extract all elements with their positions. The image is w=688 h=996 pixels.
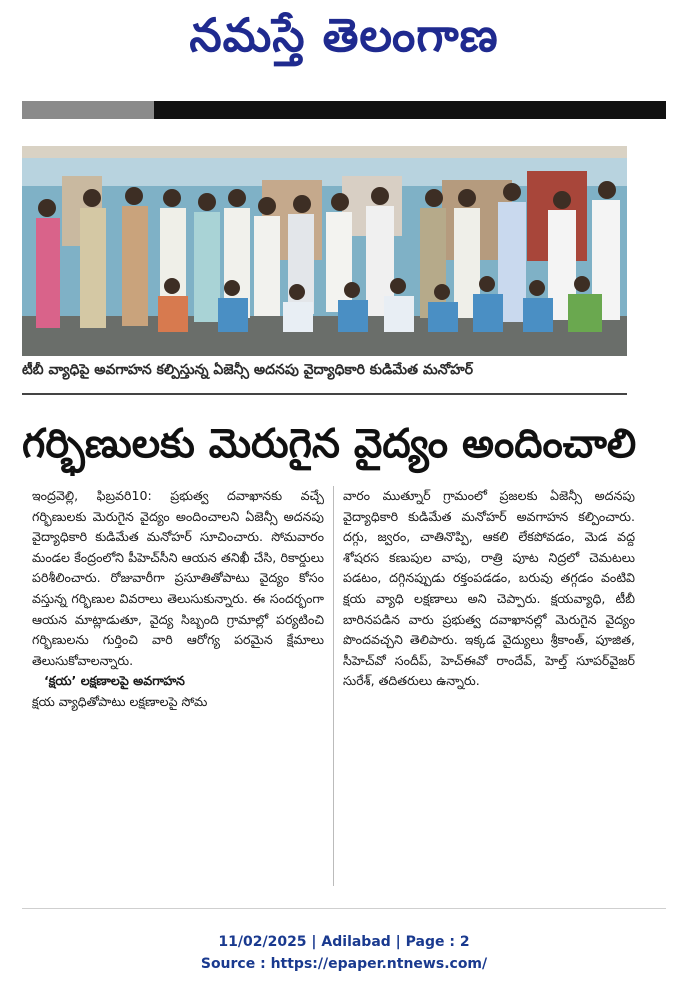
header-rule-grey xyxy=(22,101,154,119)
page-bottom-rule xyxy=(22,908,666,909)
footer-date-edition: 11/02/2025 | Adilabad | Page : 2 xyxy=(218,934,470,950)
newspaper-logo: నమస్తే తెలంగాణ xyxy=(189,8,499,62)
caption-divider xyxy=(22,393,627,395)
news-photo xyxy=(22,146,627,356)
header-rule xyxy=(22,101,666,119)
footer-source-link[interactable]: Source : https://epaper.ntnews.com/ xyxy=(200,956,488,972)
article-body-left-end: క్షయ వ్యాధితోపాటు లక్షణాలపై సోమ xyxy=(32,693,208,709)
article-body-right: వారం ముత్నూర్ గ్రామంలో ప్రజలకు ఏజెన్సీ అదనపు వైద్యాధికారి కుడిమేత మనోహర్ అవగాహన కల్పించారు. దగ్గు, జ్వరం, చాతినొప్పి, ఆకలి లేకపోవడం, మెడ వద్ద శోషరస కణుపుల వాపు, రాత్రి పూట నిద్రలో చెమటలు పడటం, దగ్గినప్పుడు రక్తంపడడం, బరువు తగ్గడం వంటివి క్షయ వ్యాధి లక్షణాలు అని చెప్పారు. క్షయవ్యాధి, టీబీ బారినపడిన వారు ప్రభుత్వ దవాఖానల్లో మెరుగైన వైద్యం పొందవచ్చని తెలిపారు. ఇక్కడ వైద్యులు శ్రీకాంత్, పూజిత, సీహెచ్‌వో సందీప్, హెచ్ఈవో రాందేవ్, హెల్త్ సూపర్‌వైజర్ సురేశ్, తదితరులు ఉన్నారు. xyxy=(343,488,635,689)
article-right-column xyxy=(343,486,635,886)
column-divider xyxy=(333,486,334,886)
article-left-column xyxy=(32,486,324,886)
masthead xyxy=(0,0,688,92)
article-body-left: ఇంద్రవెల్లి, ఫిబ్రవరి10: ప్రభుత్వ దవాఖానకు వచ్చే గర్భిణులకు మెరుగైన వైద్యం అందించాలని ఏజెన్సీ అదనపు వైద్యాధికారి కుడిమేత మనోహర్ సూచించారు. సోమవారం మండల కేంద్రంలోని పీహెచ్‌సీని ఆయన తనిఖీ చేసి, రికార్డులు పరిశీలించారు. రోజువారీగా ప్రసూతితోపాటు వైద్యం కోసం వస్తున్న గర్భిణుల వివరాలు తెలుసుకున్నారు. ఈ సందర్భంగా ఆయన మాట్లాడుతూ, వైద్య సిబ్బంది గ్రామాల్లో పర్యటించి గర్భిణులను గుర్తించి వారి ఆరోగ్య పరమైన క్షేమాలు తెలుసుకోవాలన్నారు. xyxy=(32,488,324,668)
photo-caption: టీబీ వ్యాధిపై అవగాహన కల్పిస్తున్న ఏజెన్సీ అదనపు వైద్యాధికారి కుడిమేత మనోహర్ xyxy=(22,362,474,378)
group-photo-illustration xyxy=(22,146,627,356)
article-headline: గర్భిణులకు మెరుగైన వైద్యం అందించాలి xyxy=(22,421,637,467)
article-subheading: ‘క్షయ’ లక్షణాలపై అవగాహన xyxy=(44,673,185,689)
header-rule-black xyxy=(154,101,666,119)
